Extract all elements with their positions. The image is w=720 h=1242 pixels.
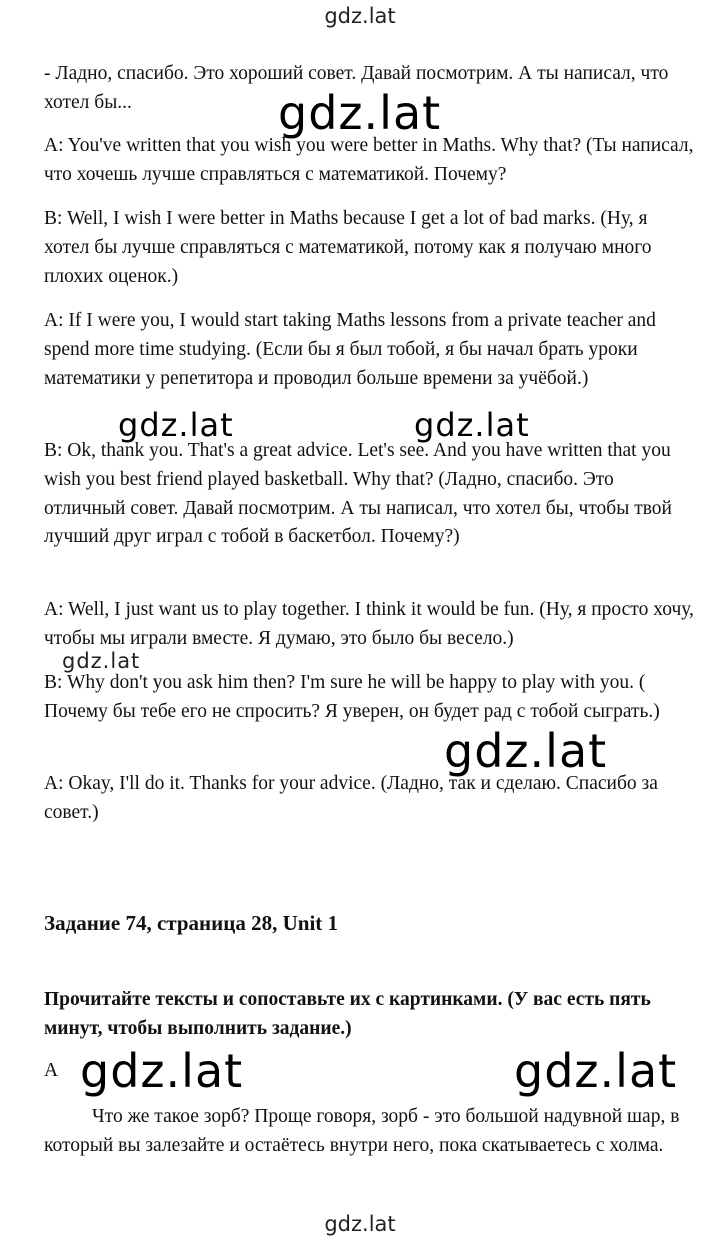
watermark-overlay: gdz.lat (278, 86, 442, 140)
dialogue-paragraph-5: B: Ok, thank you. That's a great advice. Let's see. And you have written that you wish you best friend played basketball. Why that? (Ладно, спасибо. Это отличный совет. Давай посмотрим. А ты написал, что хотел бы, чтобы твой лучший друг играл с тобой в баскетбол. Почему?) (44, 440, 672, 548)
dialogue-paragraph-8: A: Okay, I'll do it. Thanks for your advice. (Ладно, так и сделаю. Спасибо за совет.) (44, 773, 658, 823)
watermark-overlay: gdz.lat (414, 406, 530, 444)
dialogue-paragraph-1: - Ладно, спасибо. Это хороший совет. Давай посмотрим. А ты написал, что хотел бы... (44, 63, 669, 113)
dialogue-paragraph-6: A: Well, I just want us to play together. I think it would be fun. (Ну, я просто хочу, чтобы мы играли вместе. Я думаю, это было бы весело.) (44, 599, 694, 649)
task-instruction: Прочитайте тексты и сопоставьте их с картинками. (У вас есть пять минут, чтобы выполнить задание.) (44, 989, 651, 1039)
watermark-overlay: gdz.lat (62, 649, 141, 673)
footer-watermark: gdz.lat (324, 1212, 396, 1236)
section-text: Что же такое зорб? Проще говоря, зорб - это большой надувной шар, в который вы залезайте и остаётесь внутри него, пока скатываетесь с холма. (44, 1106, 680, 1156)
dialogue-paragraph-2: A: You've written that you wish you were better in Maths. Why that? (Ты написал, что хочешь лучше справляться с математикой. Почему? (44, 135, 694, 185)
dialogue-paragraph-3: B: Well, I wish I were better in Maths because I get a lot of bad marks. (Ну, я хотел бы лучше справляться с математикой, потому как я получаю много плохих оценок.) (44, 208, 652, 287)
section-label: A (44, 1060, 59, 1081)
header-watermark: gdz.lat (324, 4, 396, 28)
watermark-overlay: gdz.lat (514, 1044, 678, 1098)
watermark-overlay: gdz.lat (118, 406, 234, 444)
task-heading: Задание 74, страница 28, Unit 1 (44, 911, 339, 935)
watermark-overlay: gdz.lat (80, 1044, 244, 1098)
dialogue-paragraph-4: A: If I were you, I would start taking Maths lessons from a private teacher and spend more time studying. (Если бы я был тобой, я бы начал брать уроки математики у репетитора и проводил больше времени за учёбой.) (44, 310, 656, 389)
watermark-overlay: gdz.lat (444, 724, 608, 778)
dialogue-paragraph-7: B: Why don't you ask him then? I'm sure he will be happy to play with you. ( Почему бы тебе его не спросить? Я уверен, он будет рад с тобой сыграть.) (44, 672, 660, 722)
